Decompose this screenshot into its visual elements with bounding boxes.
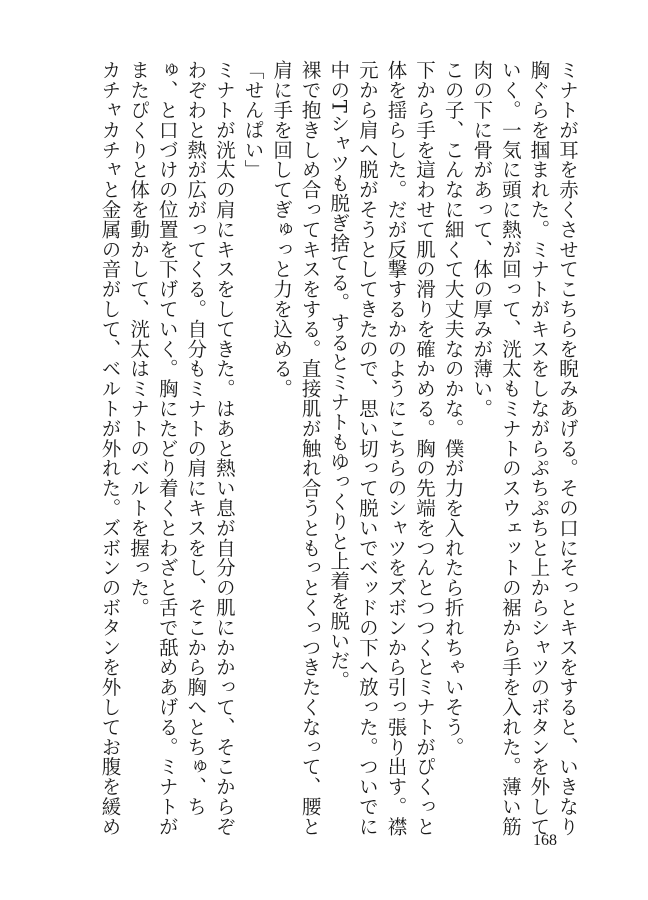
- paragraph-4: 裸で抱きしめ合ってキスをする。直接肌が触れ合うともっとくっつきたくなって、腰と肩に手を回してぎゅっと力を込める。: [270, 60, 322, 837]
- paragraph-1: ミナトが耳を赤くさせてこちらを睨みあげる。その口にそっとキスをすると、いきなり胸ぐらを掴まれた。ミナトがキスをしながらぷちぷちと上からシャツのボタンを外していく。一気に頭に熱が回って、洸太もミナトのスウェットの裾から手を入れた。薄い筋肉の下に骨があって、体の厚みが薄い。: [470, 60, 579, 837]
- page-number: 168: [533, 832, 557, 849]
- paragraph-3: 下から手を這わせて肌の滑りを確かめる。胸の先端をつんとつつくとミナトがぴくっと体を揺らした。だが反撃するかのようにこちらのシャツをズボンから引っ張り出す。襟元から肩へ脱がそうとしてきたので、思い切って脱いでベッドの下へ放った。ついでに中のTシャツも脱ぎ捨てる。するとミナトもゆっくりと上着を脱いだ。: [327, 60, 437, 837]
- paragraph-7: カチャカチャと金属の音がして、ベルトが外れた。ズボンのボタンを外してお腹を緩め: [98, 60, 122, 837]
- paragraph-6: ミナトが洸太の肩にキスをしてきた。はあと熱い息が自分の肌にかかって、そこからぞわぞわと熱が広がってくる。自分もミナトの肩にキスをし、そこから胸へとちゅ、ちゅ、と口づけの位置を下げていく。胸にたどり着くとわざと舌で舐めあげる。ミナトがまたぴくりと体を動かして、洸太はミナトのベルトを握った。: [127, 60, 236, 837]
- vertical-text-body: [61, 60, 581, 840]
- paragraph-2: この子、こんなに細くて大丈夫なのかな。僕が力を入れたら折れちゃいそう。: [441, 60, 465, 757]
- paragraph-5-dialogue: 「せんぱい」: [241, 60, 265, 180]
